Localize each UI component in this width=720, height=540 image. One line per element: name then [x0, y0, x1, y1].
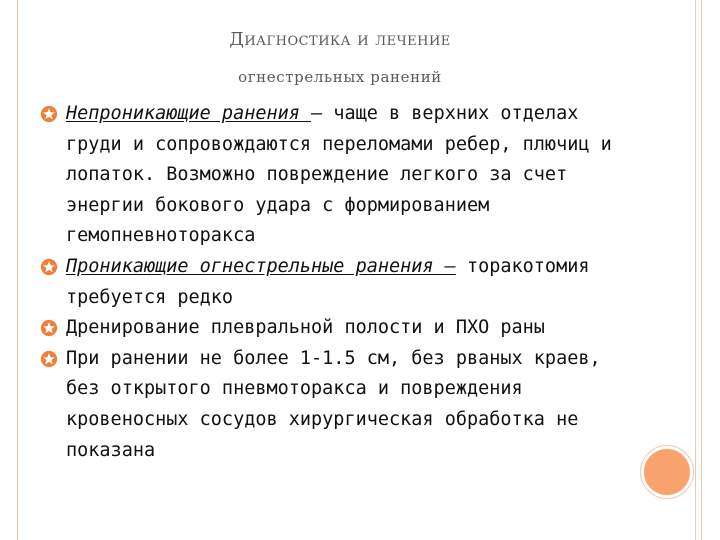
bullet-item-3 — [40, 313, 630, 344]
right-frame-line — [695, 0, 696, 540]
star-bullet-icon — [40, 258, 58, 276]
bullet-list — [40, 99, 630, 466]
star-bullet-icon — [40, 319, 58, 337]
slide-title — [100, 30, 580, 86]
bullet-item-1 — [40, 99, 630, 252]
bullet-1-dash: – — [311, 103, 334, 124]
title-line-1: Диагностика и лечение — [229, 29, 451, 50]
bullet-3-text: Дренирование плевральной полости и ПХО раны — [66, 317, 545, 339]
right-frame-line-inner — [701, 0, 702, 540]
bullet-4-text: При ранении не более 1-1.5 см, без рваных краев, без открытого пневмоторакса и повреждения кровеносных сосудов хирургическая обработка не показана — [66, 347, 601, 461]
star-bullet-icon — [40, 105, 58, 123]
bullet-2-text: торакотомия требуется редко — [66, 255, 590, 308]
bullet-item-4 — [40, 344, 630, 466]
bullet-1-text: чаще в верхних отделах груди и сопровождаются переломами ребер, плючиц и лопаток. Возможно повреждение легкого за счет энергии бокового удара с формированием гемопневноторакса — [66, 103, 612, 247]
bullet-1-label: Непроникающие ранения — [66, 103, 312, 124]
star-bullet-icon — [40, 350, 58, 368]
left-frame-line — [17, 0, 18, 540]
bullet-item-2 — [40, 252, 630, 313]
orange-circle-decoration — [641, 446, 693, 498]
title-line-2: огнестрельных ранений — [238, 67, 442, 86]
bullet-2-label: Проникающие огнестрельные ранения – — [66, 255, 456, 277]
